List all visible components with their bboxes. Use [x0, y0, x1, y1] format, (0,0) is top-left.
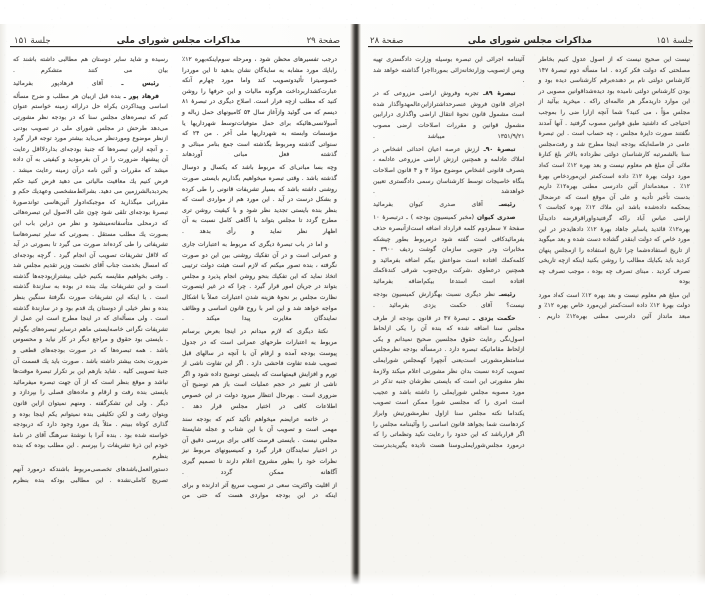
- speaker-name: رئیس ـ: [121, 79, 159, 87]
- running-head-right: [360, 26, 705, 46]
- paragraph-text: (مخبر کمیسیون بودجه ) ـ درتبصرهٔ ۱۰ صفحهٔ ۷ سطردوم کلمه قرارداد اضافه است‌ازآنبصره حذف بفرمائید‌کافی است گفته شود درمربوط بطور چیشکه مخابرات ودر جنوبی سازمان گوشت ردیف ۳۹۰۰ ـ کلمه‌کمك افتاده است ضواعش بیکم اضافه بفرمائید و همچنین درعطوی ،شرکت برق‌جنوب شرقی کندهٔ‌کمك افتاده است استدعا بیکم‌اضافه بفرمائید: [373, 214, 525, 285]
- running-title-right: مذاکرات مجلس شورای ملی: [467, 36, 592, 46]
- paragraph-text: این مبلغ هم معلوم نیست و بعد بهره ۱۲٪ است که‌اد مورد دولت بهرهٔ ۱۲٪ داده است‌کمتر این‌مورد خاص بهره ۱۲٪ و مبعد مانداز آئین دادرسی مطنی بهره۱۲٪ داریم .: [538, 291, 690, 320]
- paragraph-text: رسیده و شاید سایر دوستان هم مطالبی داشته باشند که بیان می کنند متشکرم .: [13, 56, 168, 74]
- speaker-name: تبصرهٔ ۸۹ـ: [483, 90, 516, 98]
- paragraph-text: دستورالعمل‌باشد‌های تخصصی‌مربوط باشندکه درمورد آنهم تصریح کاملی‌نشده . این مطالبی بودکه بنده بنظرم: [13, 466, 168, 484]
- column-left-inner: [6, 55, 175, 591]
- session-number-left: جلسة ۱۵۱: [14, 36, 51, 46]
- paragraph: [13, 465, 168, 486]
- paragraph: [13, 92, 168, 463]
- header-rule-right: [368, 46, 693, 47]
- column-left-outer: [175, 55, 344, 591]
- paragraph: [182, 415, 337, 479]
- paragraph: [13, 55, 168, 76]
- paragraph-text: و اما در باب تبصرهٔ دیگری که مربوط به اعتبارات جاری و عمرانی است و در آن تفکیك روشنی بین این دو صورت نگرفته ، بنده تصور میکنم که لازم است هیئت دولت ترتیبی اتخاذ نماید که این تفکیك بنحو روشن انجام پذیرد و مجلس بتواند در جریان امور قرار گیرد . چرا که در غیر اینصورت نظارت مجلس بر نحوهٔ هزینه شدن اعتبارات عملاً با اشکال مواجه خواهد شد و این امر با روح قانون اساسی و وظائف نمایندگان مغایرت پیدا میکند .: [182, 241, 337, 323]
- paragraph-text: نکتهٔ دیگری که لازم میدانم در اینجا بعرض برسانم مربوط به اعتبارات طرحهای عمرانی است که در جدول پیوست بودجه آمده و ارقام آن با آنچه در سالهای قبل تصویب شده تفاوت فاحشی دارد . اگر این تفاوت ناشی از تورم و افزایش قیمتهاست که بایستی توضیح داده شود و اگر ناشی از تغییر در حجم عملیات است باز هم توضیح آن ضروری است . بهرحال انتظار میرود دولت در این خصوص اطلاعات کافی در اختیار مجلس قرار دهد .: [182, 328, 337, 410]
- speaker-name: تبصرهٔ ۹۰ـ: [483, 145, 516, 153]
- page-number-right-outer: صفحة ۲۸: [370, 36, 404, 46]
- document-page-left: [0, 0, 352, 599]
- running-title-left: مذاکرات مجلس شورای ملی: [116, 36, 241, 46]
- speaker-name: رئیسـ: [498, 290, 516, 298]
- speaker-name: حکمت یزدی ـ: [472, 314, 516, 322]
- book-gutter-top-fade: [350, 0, 361, 26]
- session-number-right: جلسة ۱۵۱: [656, 36, 693, 46]
- paragraph-text: تبصرهٔ ۴۷ در قانون بودجه از طرف مجلس سنا اضافه شده که بنده آن را یکی ازلحاظ اصول‌نگی رعایت حقوق مجلسین صحیح نمیدانم و یکی ازلحاظ مقامانیکه تبصره دارد . درمسأله بودجه نظرمجلس سنامتظرمشورتی است‌یعنی آنچهرا کهمجلس شورایملی تصویب کرده نسبت بدان نظر مشورتی اعلام میکند ولازمهٔ نظر مشورتی این است که بایستی نظرشان جنبه تذکر در مورد مصوبه مجلس شورایملی را داشته باشد و عجیب است امری را که مجلسی شورا ممکن است تصویب یکنداما نکته مجلس سنا ازاول نظرمشورتیش وابراز کردهاست شما بجواهد قانون اساسی را وآئیننامه مجلس را اگر قرارباشد که این حدود را رعایت نکید وتظماتی را که درمورد مجلس‌شورایملی‌وسنا هست نادیده یگیریدبدرست: [373, 314, 525, 449]
- paragraph: [182, 55, 337, 161]
- paragraph-text: آئیننامه اجرائی این تبصره بوسیله وزارت دادگستری تهیه وپس ازتصویب وزارتخانه‌زائی بموردااجرا گذاشته خواهد شد .: [373, 56, 525, 85]
- paragraph: [182, 327, 337, 412]
- book-gutter-shadow: [350, 0, 361, 599]
- speaker-name: رئیسـ: [498, 201, 516, 209]
- paragraph-text: نیست این صحیح نیست که از اصول عدول کنیم بخاطر مصلحتی که دولت فکر کرده . اما مسأله دوم تبصرهٔ ۱۴۷ کارشناس دولتی نام بر دهنده‌برقم کارشناسی دیده بود و بودن کارشناس دولتی نامیده بود دیده‌شداقوانین مصوبی در این موارد داریدمگر هر عالمه‌ای راکه . میخرید بیآئید از مجلس مؤاً ، می کنید؟ شما آنچه ازارا ضی را بموجب احتیاجی که داشتید طبق قوانین مصوب گرفتید . آنها آمدند نگفتند صورت دایرهٔ مجلس ، چه حساب است . این تبصرهٔ عامی در فاصله‌ایکه بودجه اینجا مطرح شد و رفت‌مجلس سنا بالشمرتبه کارشناسان دولتی نظرداده بالاتر بلغ کنارهٔ ملاثی آن مبلغ هم معلوم نیست و بعد بهره ۱۲٪ است که‌اد مورد دولت بهرهٔ ۱۲٪ داده است‌کمتر این‌موردخاص بهرهٔ ۱۲٪ . مبعدمانداز آئین دادرسی مطنی بهره‌۱۲٪ داریم بدست تأخیر تأدیه و علی آن موقع است که عرضحال بمحکمه داده‌شده باشد این ملاك ۱۲٪ بهره کجاست ؟ اراضی عباس آباد راکه گرفتیدواوراقرقرضه دادیدآیا بهره۱۲٪ قائدید یاسایر جاهاد بهرهٔ ۱۲٪ دادهایدجز در این مورد خاص که دولت ابنقدر گشاده دست شده و بعد میگوید از تاریخ استفاده‌شما چرا تاریخ استفاده را ازمجلس پنهان کردید باید بکبایك مطالب را روشن بکنید اینکه ازچه تاریخی تصرف کردید . مبنای تصرف چه بوده ، موجب تصرف چه بوده: [538, 56, 690, 286]
- paragraph-text: درجب تفسیرهای محظن شود ، ومرحله سوم‌اینکه‌بهره ۱۲٪ رابایك مورد مشابه به سایهٔ‌گان نشان بدهید تا این موردرا خصوصیترا تأئیدوتصویب کند واما مورد چهارم آنکه عبارت‌کشداربرداخت هرگونه مالیات و این حرفها را روشن کنید که مطلب ازچه فرار است. اصلاح دیگری در تبصرهٔ ۸۱ دیسم که می گوئید وازآغاز سال ۵۴ کامیونهای حمل زباله و آمبولانسی‌هائیکه برای حمل متوفیات‌توسط شهرداریها یا مؤسسات وابسته به شهرداریها ملی آخر . من ۲۴ که سنواتی گذشته ومربوط بگذشته است جمع بنامر مبنائی و گذشته فعل مبانی آوردهاند: [182, 56, 337, 159]
- text-columns-right: [366, 55, 697, 591]
- paragraph-text: آقای فرهادپور بفرمائید: [13, 79, 122, 87]
- paragraph-text: تجربه وفروش اراضی مزروعی که در اجرای قانون فروش عنصرحداشترازاین‌عالمهدواگذار شده است مشمول قانون نحوهٔ انتقال اراضی واگذاری درارا‌بین مشمول قوانین و مقررات اصلاحات ارضی مصوب ۱۳۵۱/۹/۲۱ میباشد .: [373, 90, 525, 140]
- paragraph: [373, 213, 525, 287]
- paragraph-text: ارزش عرصه اعیان احداثی اشخاص در املاك عادلمه و همچنین ارزش اراضی مزروعی عادلمه ، بتصرف قانونی اشخاص موضوع موادٔ ۳ و ۴ قانون اصلاحات بنگاه خاصیجات توسط کارشناسان رسمی دادگستری تعیین خواهدشد .: [373, 145, 525, 196]
- text-columns-left: [6, 55, 344, 591]
- paragraph-text: نظر دیگری نسبت بهگزارش کمیسیون بودجه نیست؟ آقای حکمت یزدی بفرمائید .: [373, 290, 525, 309]
- paragraph-text: از اقلیت واکثریت سعی در تصویب سریع آثر ادارنده و برای اینکه در این بودجه مواردی هست که حتی من: [182, 481, 337, 500]
- paragraph: [539, 55, 691, 288]
- paragraph-text: آقای صدری کیوان بفرمائید: [373, 201, 499, 209]
- paragraph: [373, 290, 525, 311]
- header-rule-left: [10, 46, 340, 47]
- paragraph: [182, 240, 337, 325]
- document-page-right: [360, 0, 705, 599]
- paragraph: [539, 291, 691, 323]
- column-right-outer: [366, 55, 532, 591]
- running-head-left: [0, 26, 352, 46]
- paragraph: [373, 200, 525, 211]
- paragraph: [373, 314, 525, 452]
- paragraph: [182, 481, 337, 502]
- paragraph: [373, 55, 525, 87]
- paragraph: [373, 145, 525, 198]
- paragraph-text: در خاتمه عرایضم میخواهم تأکید کنم که بودجه سند مهمی است و تصویب آن با این شتاب و عجله شایستهٔ مجلس نیست . بایستی فرصت کافی برای بررسی دقیق آن در اختیار نمایندگان قرار گیرد و کمیسیونهای مربوط نیز نظرات خود را بطور مشروح اعلام دارند تا تصمیم گیری آگاهانه ممکن گردد .: [182, 415, 337, 476]
- paragraph: [13, 79, 168, 90]
- speaker-name: فرهاد پور ـ: [123, 92, 159, 100]
- paragraph-text: بنده قبل ازبیان هر مطلب و ضرح مسأله اساسی وپیداکردن یکراه حل درارائه زمینه خواستم عنوان کنم که تبصره‌های مجلس سنا که در بودجه نظر مشورتی می‌دهد طرحش در مجلس شورای ملی در تصویب بودنی ازنظر موضوع وموردنظر می‌باید بیشتر مورد توجه قرار گیرد . و آنچه ازاین تبصره‌ها که جنبهٔ بودجه‌ای بداردلااقل رعایت آن پیشنهاد ضرورت را در آن بفرمودید و کیفیتی به آن داده میشد که مقررات و آئین نامه درآن زمینه رعایت میشد . فرض کنیم یك معافیت مالیاتی می دهید فرض کنید حکم بحردبدبا‌لشرزمین می دهید. بشرائط‌مشخصی وعهدیك حکم و مقرراتی میگذارید که موجبکه‌ادوار آئین‌هاسی تواندصورة تبصرهٔ بودجه‌ای تلقی شود چون علی الاصول این تبصره‌ها‌ئی که درمحلی متأسفانه‌مینشود و نظر من دراین باب این بصورت یك مطلب مستقل . بصورتی که سایر تبصره‌هاسا تشریفاتی را طی کرده‌اند صورت می گیرد تا بصورتی در آید که لااقل تشریفات تصویب آن انجام گیرد . گرچه بودجه‌ای که امسال بخدمت جناب آقای نخست وزیر تقدیم مجلس شد . وقتی بخواهیم مقایسه بکنیم خیلی بیشترازبودجه‌ها گذشته است و این تشریفات بیك بنده در بوده به سازندهٔ گذشته است . با اینکه این تشریفات صورت نگرفتهٔ سنگین بنظر بنده و نظر خیلی از دوستان یك قدم بود و در سازندهٔ گذشته است . ولی مسأله‌ای که در اینجا مطرح است این عمل از تشریفات نگرانی خاصه‌ایستی ماهم درسایر تبصره‌های بگوئیم . بایستی بود حقوق و مراجع دیگر در کار نیاید و محسوس باشد . همه تبصره‌ها که در صورت بودجه‌های قطعی و ضرورت بحث بیشتر داشته باشد . صورت باید یك قسمت آن جنبهٔ تصویبی کلیه . شاید بازهم این بر تکرار تبصرهٔ موقت‌ها نباشد و موقع بنظر است که از آن جهت تبصره میفرمائید بایستی بنده رفت و ارقام و ماده‌های فصلی را بپردازد و دیگر . ولی این تشکرگفته . ومنهم نمیتوان ازاین قانون وبتوان رفت و لکن تکلیفی بنده نمیتوانم یكم اینجا بوده و گذاری کوتاه ببینم . مثلاً یك مورد وجود دارد که دربودجه خواسته شده بود . بنده آنرا با نوشتهٔ سرهنگ آقای در نامهٔ خودم این ذرهٔ تشریفات را بپرسم . این مطلب بوده که بنده بنظرم: [13, 92, 168, 460]
- speaker-name: صدری کیوان: [476, 214, 516, 222]
- paragraph: [182, 163, 337, 237]
- paragraph-text: وچه بسا مبانی‌ای که مربوط باشد که یكسال و دوسال گذشته باشد . وقتی تبصره میخواهیم بگذاریم بایستی صورت روشنی داشته باشد که بسیار تشریفات قانونی را طی کرده و بشکل درست در آید . این مورد هم از مواردی است که بنظر بنده بایستی تجدید نظر شود و با کیفیت روشن تری مطرح گردد تا مجلس بتواند با آگاهی کامل نسبت به آن اظهار نظر نماید و رأی بدهد .: [182, 164, 337, 235]
- page-number-left-outer: صفحة ۲۹: [306, 36, 340, 46]
- column-right-inner: [532, 55, 698, 591]
- paragraph: [373, 89, 525, 142]
